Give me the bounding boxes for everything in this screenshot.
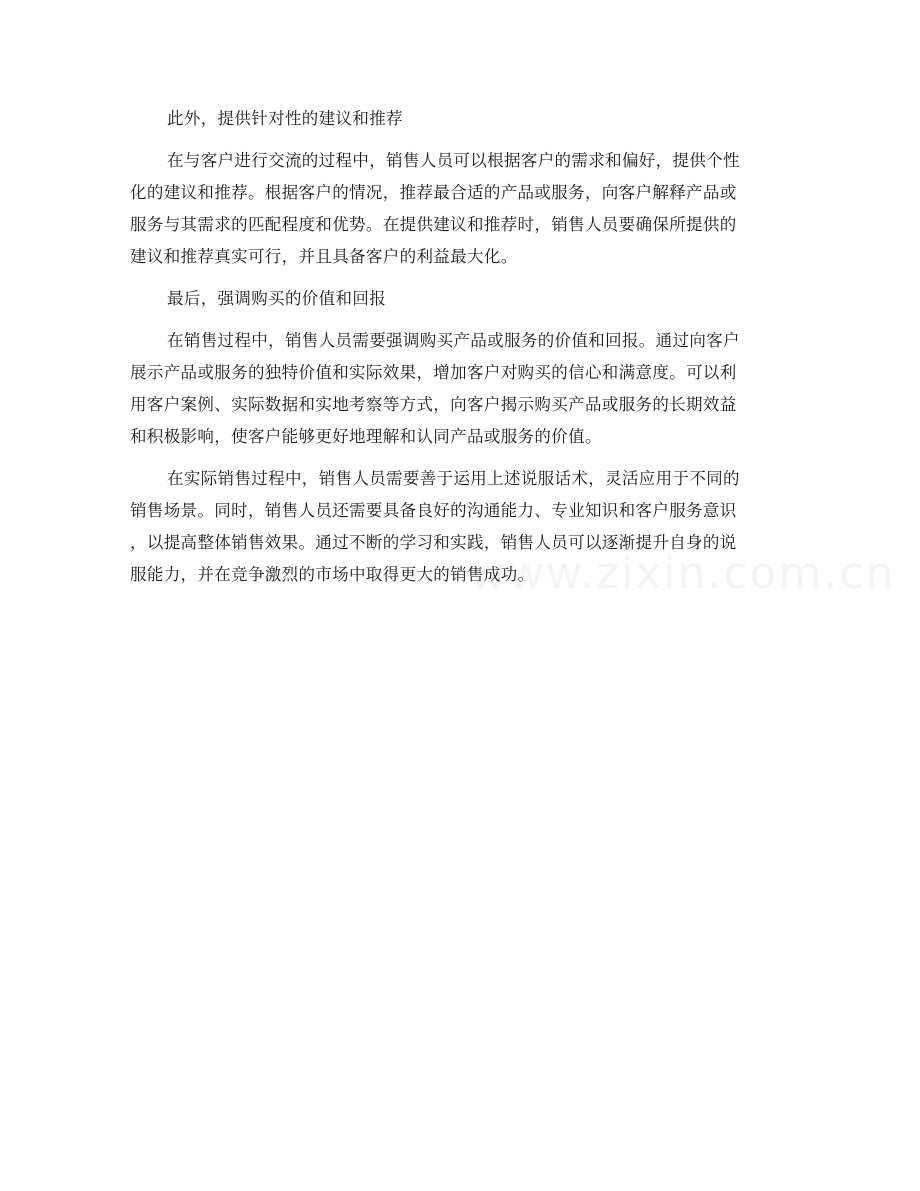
paragraph-line: 在销售过程中，销售人员需要强调购买产品或服务的价值和回报。通过向客户 bbox=[167, 331, 740, 350]
paragraph-line: 用客户案例、实际数据和实地考察等方式，向客户揭示购买产品或服务的长期效益 bbox=[130, 395, 737, 414]
paragraph-line: 服务与其需求的匹配程度和优势。在提供建议和推荐时，销售人员要确保所提供的 bbox=[130, 215, 737, 234]
paragraph-line: 化的建议和推荐。根据客户的情况，推荐最合适的产品或服务，向客户解释产品或 bbox=[130, 183, 737, 202]
paragraph-line: 和积极影响，使客户能够更好地理解和认同产品或服务的价值。 bbox=[130, 427, 602, 446]
conclusion-paragraph bbox=[130, 463, 792, 591]
watermark: www.zixin.com.cn bbox=[470, 548, 896, 599]
section-heading: 此外，提供针对性的建议和推荐 bbox=[167, 109, 403, 128]
paragraph-line: ，以提高整体销售效果。通过不断的学习和实践，销售人员可以逐渐提升自身的说 bbox=[130, 533, 737, 552]
document-body bbox=[130, 103, 792, 601]
paragraph-line: 在与客户进行交流的过程中，销售人员可以根据客户的需求和偏好，提供个性 bbox=[167, 151, 740, 170]
section-heading: 最后，强调购买的价值和回报 bbox=[167, 289, 387, 308]
paragraph-line: 在实际销售过程中，销售人员需要善于运用上述说服话术，灵活应用于不同的 bbox=[167, 469, 740, 488]
paragraph-line: 服能力，并在竞争激烈的市场中取得更大的销售成功。 bbox=[130, 565, 535, 584]
paragraph bbox=[130, 145, 792, 273]
paragraph-line: 销售场景。同时，销售人员还需要具备良好的沟通能力、专业知识和客户服务意识 bbox=[130, 501, 737, 520]
paragraph-line: 建议和推荐真实可行，并且具备客户的利益最大化。 bbox=[130, 247, 518, 266]
paragraph-line: 展示产品或服务的独特价值和实际效果，增加客户对购买的信心和满意度。可以利 bbox=[130, 363, 737, 382]
paragraph bbox=[130, 325, 792, 453]
